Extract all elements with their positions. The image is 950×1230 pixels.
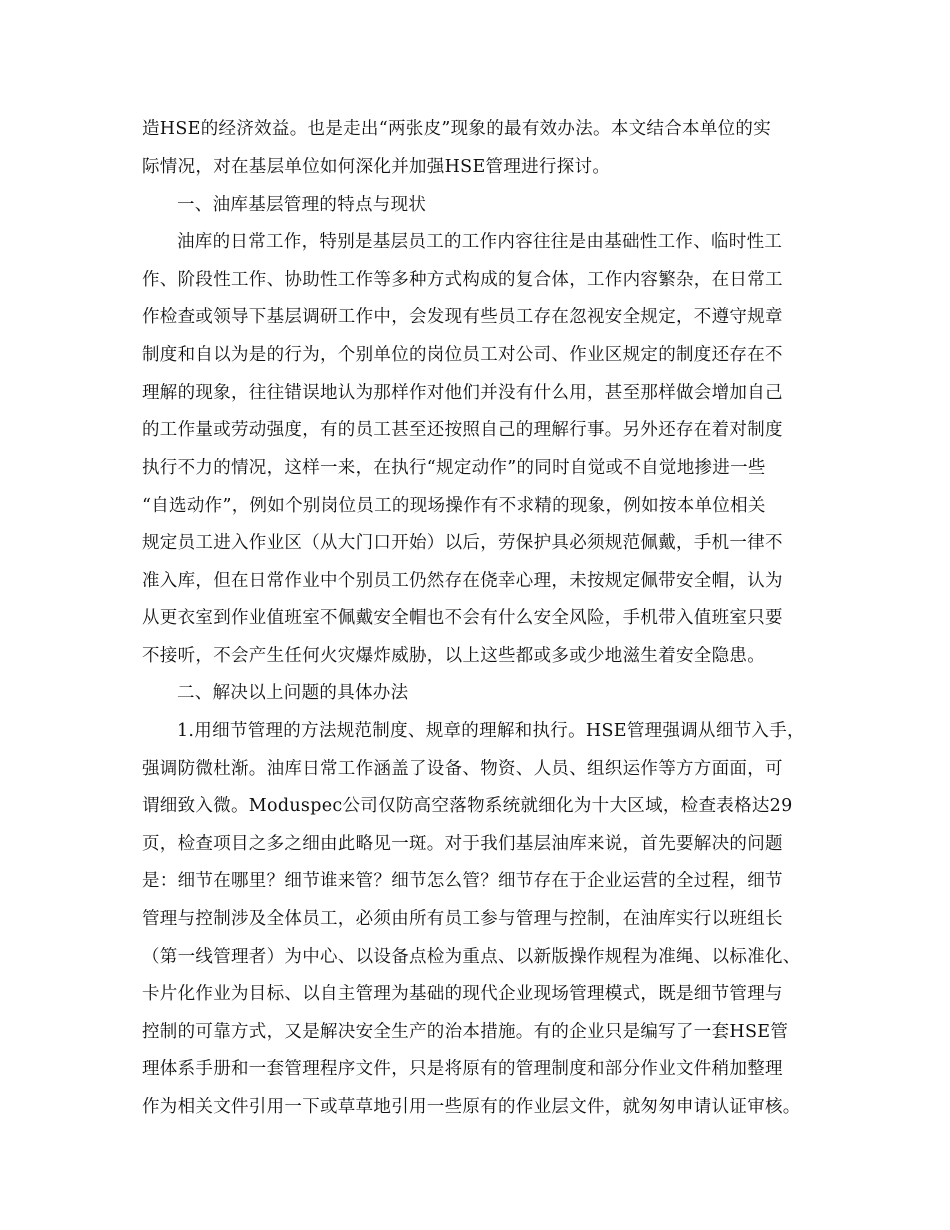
text-line: 理体系手册和一套管理程序文件，只是将原有的管理制度和部分作业文件稍加整理: [142, 1059, 783, 1079]
text-line: 作为相关文件引用一下或草草地引用一些原有的作业层文件，就匆匆申请认证审核。: [142, 1097, 801, 1117]
text-line: 管理与控制涉及全体员工，必须由所有员工参与管理与控制，在油库实行以班组长: [142, 909, 783, 929]
text-line: “自选动作”，例如个别岗位员工的现场操作有不求精的现象，例如按本单位相关: [142, 496, 766, 516]
text-line: 控制的可靠方式，又是解决安全生产的治本措施。有的企业只是编写了一套HSE管: [142, 1022, 789, 1042]
section-heading: 一、油库基层管理的特点与现状: [177, 195, 427, 215]
text-line: 是：细节在哪里？细节谁来管？细节怎么管？细节存在于企业运营的全过程，细节: [142, 871, 783, 891]
text-line: 执行不力的情况，这样一来，在执行“规定动作”的同时自觉或不自觉地掺进一些: [142, 458, 766, 478]
text-line: 作、阶段性工作、协助性工作等多种方式构成的复合体，工作内容繁杂，在日常工: [142, 270, 783, 290]
text-line: 不接听，不会产生任何火灾爆炸威胁，以上这些都或多或少地滋生着安全隐患。: [142, 646, 765, 666]
text-line: 理解的现象，往往错误地认为那样作对他们并没有什么用，甚至那样做会增加自己: [142, 383, 783, 403]
text-line: 际情况，对在基层单位如何深化并加强HSE管理进行探讨。: [142, 157, 611, 177]
text-line: 强调防微杜渐。油库日常工作涵盖了设备、物资、人员、组织运作等方方面面，可: [142, 759, 783, 779]
text-line: 规定员工进入作业区（从大门口开始）以后，劳保护具必须规范佩戴，手机一律不: [142, 533, 783, 553]
text-line: 卡片化作业为目标、以自主管理为基础的现代企业现场管理模式，既是细节管理与: [142, 984, 783, 1004]
text-line: 制度和自以为是的行为，个别单位的岗位员工对公司、作业区规定的制度还存在不: [142, 345, 783, 365]
section-heading: 二、解决以上问题的具体办法: [177, 683, 409, 703]
text-line: 页，检查项目之多之细由此略见一斑。对于我们基层油库来说，首先要解决的问题: [142, 834, 783, 854]
text-line: 作检查或领导下基层调研工作中，会发现有些员工存在忽视安全规定，不遵守规章: [142, 307, 783, 327]
text-line: 油库的日常工作，特别是基层员工的工作内容往往是由基础性工作、临时性工: [177, 232, 783, 252]
text-line: （第一线管理者）为中心、以设备点检为重点、以新版操作规程为准绳、以标准化、: [142, 947, 801, 967]
text-line: 谓细致入微。Moduspec公司仅防高空落物系统就细化为十大区域，检查表格达29: [142, 796, 793, 816]
text-line: 准入库，但在日常作业中个别员工仍然存在侥幸心理，未按规定佩带安全帽，认为: [142, 571, 783, 591]
text-line: 1.用细节管理的方法规范制度、规章的理解和执行。HSE管理强调从细节入手，: [177, 721, 805, 741]
text-line: 的工作量或劳动强度，有的员工甚至还按照自己的理解行事。另外还存在着对制度: [142, 420, 783, 440]
text-line: 造HSE的经济效益。也是走出“两张皮”现象的最有效办法。本文结合本单位的实: [142, 119, 772, 139]
text-line: 从更衣室到作业值班室不佩戴安全帽也不会有什么安全风险，手机带入值班室只要: [142, 608, 783, 628]
